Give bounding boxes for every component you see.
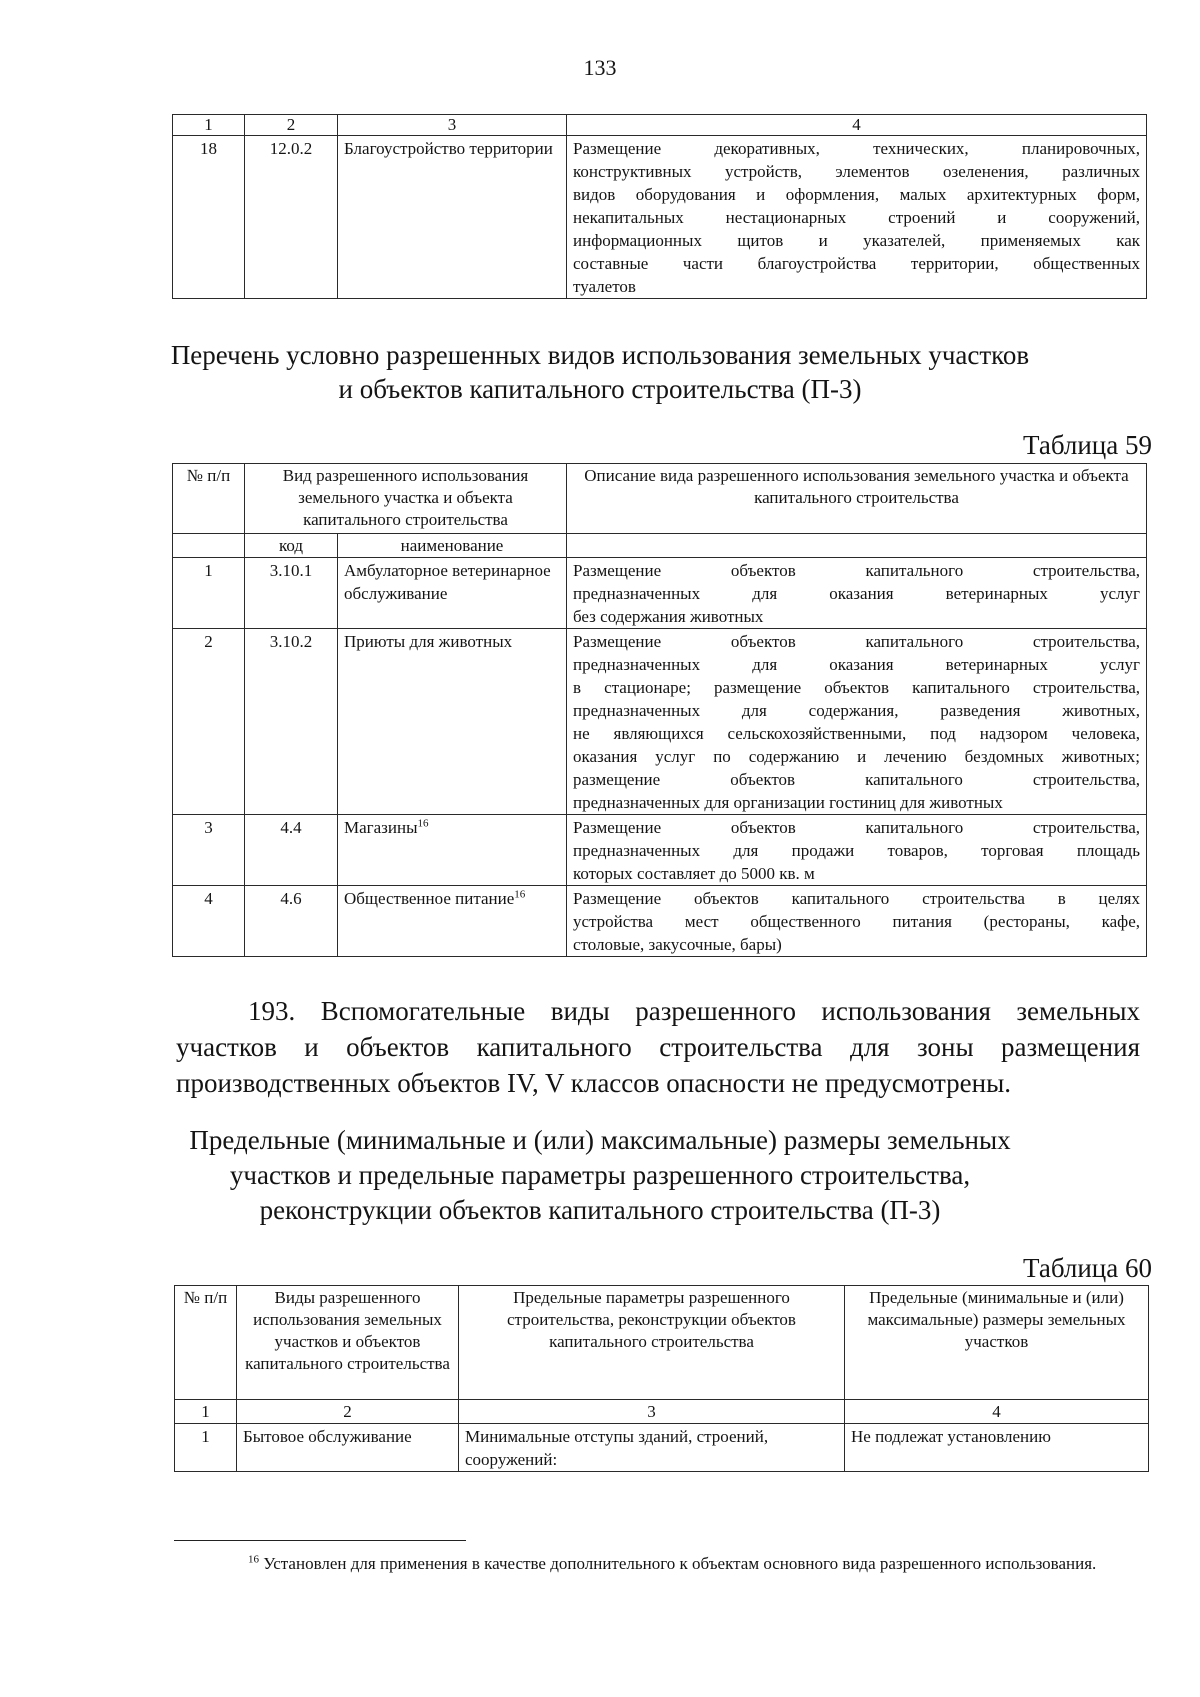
- heading-line: Предельные (минимальные и (или) максимальные) размеры земельных: [189, 1125, 1011, 1155]
- footnote: [174, 1552, 1149, 1575]
- row-number: 18: [173, 136, 245, 299]
- description-line: устройства мест общественного питания (рестораны, кафе,: [573, 912, 1140, 931]
- row-number: 3: [173, 815, 245, 886]
- row-kind: Бытовое обслуживание: [237, 1424, 459, 1472]
- table-59: [172, 463, 1147, 957]
- header-description: Описание вида разрешенного использования земельного участка и объекта капитального строительства: [567, 464, 1147, 534]
- footnote-reference: 16: [417, 817, 429, 830]
- row-code: 12.0.2: [245, 136, 338, 299]
- column-number-cell: 1: [175, 1400, 237, 1424]
- header-code: код: [245, 534, 338, 558]
- paragraph-line: производственных объектов IV, V классов опасности не предусмотрены.: [176, 1068, 1011, 1098]
- table-header-row: [173, 464, 1147, 534]
- continuation-table: [172, 114, 1147, 299]
- row-description: [567, 629, 1147, 815]
- column-number-cell: 2: [237, 1400, 459, 1424]
- description-line: предназначенных для оказания ветеринарных услуг: [573, 584, 1140, 603]
- description-line: Размещение объектов капитального строительства,: [573, 818, 1140, 837]
- description-line: оказания услуг по содержанию и лечению бездомных животных;: [573, 747, 1140, 766]
- description-line: не являющихся сельскохозяйственными, под надзором человека,: [573, 724, 1140, 743]
- table-row: [173, 558, 1147, 629]
- header-kind: Вид разрешенного использования земельного участка и объекта капитального строительства: [245, 464, 567, 534]
- table-row: [173, 815, 1147, 886]
- column-number-cell: 1: [173, 115, 245, 136]
- row-description: [567, 886, 1147, 957]
- section-heading: [150, 1123, 1050, 1228]
- description-line: размещение объектов капитального строительства,: [573, 770, 1140, 789]
- footnote-reference: 16: [514, 888, 526, 901]
- description-line: Размещение декоративных, технических, планировочных,: [573, 139, 1140, 158]
- header-kind: Виды разрешенного использования земельных участков и объектов капитального строительства: [237, 1286, 459, 1400]
- row-description: [567, 558, 1147, 629]
- row-name: [338, 815, 567, 886]
- heading-line: реконструкции объектов капитального строительства (П-3): [259, 1195, 941, 1225]
- paragraph-line: 193. Вспомогательные виды разрешенного использования земельных: [248, 996, 1140, 1026]
- description-line: предназначенных для продажи товаров, торговая площадь: [573, 841, 1140, 860]
- row-code: 4.6: [245, 886, 338, 957]
- header-sizes: Предельные (минимальные и (или) максимальные) размеры земельных участков: [845, 1286, 1149, 1400]
- table-row: [173, 886, 1147, 957]
- row-name: Амбулаторное ветеринарное обслуживание: [338, 558, 567, 629]
- section-heading: [150, 338, 1050, 406]
- row-name-text: Магазины: [344, 818, 418, 837]
- description-line: предназначенных для содержания, разведения животных,: [573, 701, 1140, 720]
- footnote-mark: 16: [248, 1553, 259, 1566]
- paragraph-line: участков и объектов капитального строительства для зоны размещения: [176, 1032, 1140, 1062]
- description-line: некапитальных нестационарных строений и сооружений,: [573, 208, 1140, 227]
- table-row: [175, 1424, 1149, 1472]
- row-number: 1: [175, 1424, 237, 1472]
- description-line: Размещение объектов капитального строительства,: [573, 632, 1140, 651]
- column-number-cell: 3: [459, 1400, 845, 1424]
- row-number: 1: [173, 558, 245, 629]
- row-code: 4.4: [245, 815, 338, 886]
- footnote-divider: [174, 1540, 466, 1541]
- table-60: [174, 1285, 1149, 1472]
- column-number-row: [173, 115, 1147, 136]
- description-line: столовые, закусочные, бары): [573, 935, 782, 954]
- row-description: [567, 136, 1147, 299]
- header-number-spacer: [173, 534, 245, 558]
- table-header-row: [175, 1286, 1149, 1400]
- description-line: предназначенных для оказания ветеринарных услуг: [573, 655, 1140, 674]
- table-subheader-row: [173, 534, 1147, 558]
- table-row: [173, 136, 1147, 299]
- footnote-text: Установлен для применения в качестве дополнительного к объектам основного вида разрешенного использования.: [263, 1554, 1097, 1573]
- page-number: 133: [583, 55, 617, 80]
- row-name-text: Общественное питание: [344, 889, 515, 908]
- row-params: Минимальные отступы зданий, строений, сооружений:: [459, 1424, 845, 1472]
- description-line: Размещение объектов капитального строительства,: [573, 561, 1140, 580]
- row-code: 3.10.2: [245, 629, 338, 815]
- description-line: в стационаре; размещение объектов капитального строительства,: [573, 678, 1140, 697]
- header-number: № п/п: [173, 464, 245, 534]
- header-name: наименование: [338, 534, 567, 558]
- row-number: 2: [173, 629, 245, 815]
- row-sizes: Не подлежат установлению: [845, 1424, 1149, 1472]
- heading-line: Перечень условно разрешенных видов использования земельных участков: [170, 340, 1030, 370]
- description-line: Размещение объектов капитального строительства в целях: [573, 889, 1140, 908]
- row-number: 4: [173, 886, 245, 957]
- column-number-cell: 3: [338, 115, 567, 136]
- header-params: Предельные параметры разрешенного строительства, реконструкции объектов капитального строительства: [459, 1286, 845, 1400]
- row-description: [567, 815, 1147, 886]
- column-number-cell: 2: [245, 115, 338, 136]
- row-code: 3.10.1: [245, 558, 338, 629]
- description-line: без содержания животных: [573, 607, 764, 626]
- description-line: которых составляет до 5000 кв. м: [573, 864, 815, 883]
- description-line: туалетов: [573, 277, 636, 296]
- table-caption: Таблица 59: [1023, 430, 1152, 460]
- header-description-spacer: [567, 534, 1147, 558]
- row-name: Приюты для животных: [338, 629, 567, 815]
- header-number: № п/п: [175, 1286, 237, 1400]
- row-name: Благоустройство территории: [338, 136, 567, 299]
- description-line: составные части благоустройства территории, общественных: [573, 254, 1140, 273]
- heading-line: участков и предельные параметры разрешенного строительства,: [229, 1160, 971, 1190]
- paragraph-193: [176, 993, 1140, 1101]
- heading-line: и объектов капитального строительства (П-3): [338, 374, 862, 404]
- column-number-cell: 4: [845, 1400, 1149, 1424]
- column-number-row: [175, 1400, 1149, 1424]
- table-row: [173, 629, 1147, 815]
- description-line: предназначенных для организации гостиниц для животных: [573, 793, 1003, 812]
- description-line: конструктивных устройств, элементов озеленения, различных: [573, 162, 1140, 181]
- row-name: [338, 886, 567, 957]
- description-line: информационных щитов и указателей, применяемых как: [573, 231, 1140, 250]
- description-line: видов оборудования и оформления, малых архитектурных форм,: [573, 185, 1140, 204]
- table-caption: Таблица 60: [1023, 1253, 1152, 1283]
- column-number-cell: 4: [567, 115, 1147, 136]
